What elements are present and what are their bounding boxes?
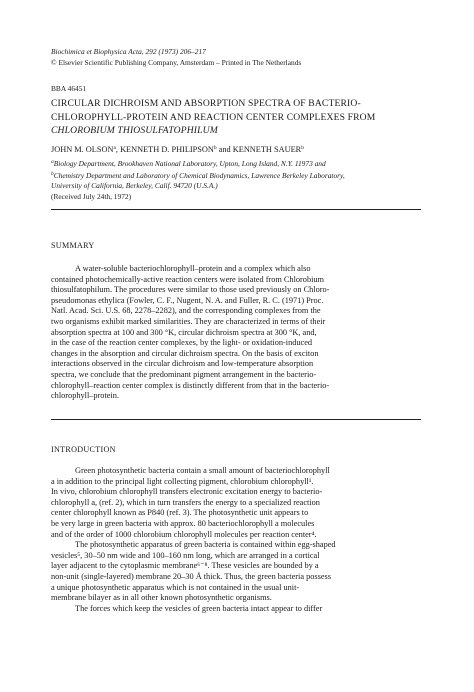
affiliation-text: Chemistry Department and Laboratory of Chemical Biodynamics, Lawrence Berkeley Laboratory, xyxy=(53,171,345,181)
text-line: absorption spectra at 100 and 300 °K, circular dichroism spectra at 300 °K, and, xyxy=(51,327,317,337)
article-title xyxy=(51,97,431,138)
title-line: CIRCULAR DICHROISM AND ABSORPTION SPECTRA OF BACTERIO- xyxy=(51,98,361,109)
bba-number: BBA 46451 xyxy=(51,84,87,93)
summary-body xyxy=(51,264,421,402)
text-line: two organisms exhibit marked similarities. They are characterized in terms of their xyxy=(51,316,326,326)
author-name: , KENNETH D. PHILIPSON xyxy=(115,145,214,154)
introduction-body xyxy=(51,466,421,614)
author-name: JOHN M. OLSON xyxy=(51,145,114,154)
affiliation-line: University of California, Berkeley, Calif. 94720 (U.S.A.) xyxy=(51,181,218,191)
title-line: CHLOROBIUM THIOSULFATOPHILUM xyxy=(51,125,218,137)
affiliation-marker: a xyxy=(51,159,54,165)
divider-rule xyxy=(51,209,421,210)
affiliation-marker: b xyxy=(213,145,217,151)
author-list xyxy=(51,145,304,154)
text-line: chlorophyll–protein. xyxy=(51,391,119,401)
text-line: be very large in green bacteria with approx. 80 bacteriochlorophyll a molecules xyxy=(51,518,315,528)
text-line: non-unit (single-layered) membrane 20–30 Å thick. Thus, the green bacteria possess xyxy=(51,571,332,581)
text-line: In vivo, chlorobium chlorophyll transfers electronic excitation energy to bacterio- xyxy=(51,487,323,497)
text-line: contained photochemically-active reaction centers were isolated from Chlorobium xyxy=(51,274,325,284)
text-line: a in addition to the principal light collecting pigment, chlorobium chlorophyll¹. xyxy=(51,476,314,486)
journal-citation: Biochimica et Biophysica Acta, 292 (1973) 206–217 xyxy=(51,47,206,56)
text-line: layer adjacent to the cytoplasmic membrane⁶⁻⁸. These vesicles are bounded by a xyxy=(51,561,319,571)
affiliations xyxy=(51,157,345,202)
text-line: in the case of the reaction center complexes, by the light- or oxidation-induced xyxy=(51,338,313,348)
text-line: The forces which keep the vesicles of green bacteria intact appear to differ xyxy=(75,603,323,613)
text-line: center chlorophyll known as P840 (ref. 3). The photosynthetic unit appears to xyxy=(51,508,309,518)
text-line: chlorophyll–reaction center complex is distinctly different from that in the bacterio- xyxy=(51,380,330,390)
text-line: Green photosynthetic bacteria contain a small amount of bacteriochlorophyll xyxy=(75,466,330,475)
text-line: chlorophyll a, (ref. 2), which in turn transfers the energy to a specialized reaction xyxy=(51,497,320,507)
affiliation-line xyxy=(51,169,345,181)
author-name: and KENNETH SAUER xyxy=(216,145,302,154)
text-line: thiosulfatophilum. The procedures were similar to those used previously on Chloro- xyxy=(51,285,330,295)
affiliation-line xyxy=(51,157,345,169)
affiliation-text: Biology Department, Brookhaven National Laboratory, Upton, Long Island, N.Y. 11973 and xyxy=(53,159,326,168)
affiliation-marker: b xyxy=(51,171,54,178)
copyright-line: © Elsevier Scientific Publishing Company, Amsterdam – Printed in The Netherlands xyxy=(51,58,302,67)
text-line: a unique photosynthetic apparatus which is not contained in the usual unit- xyxy=(51,582,300,592)
introduction-heading: INTRODUCTION xyxy=(51,445,116,454)
text-line: The photosynthetic apparatus of green bacteria is contained within egg-shaped xyxy=(75,540,336,550)
text-line: spectra, we conclude that the predominant pigment arrangement in the bacterio- xyxy=(51,369,317,379)
text-line: changes in the absorption and circular dichroism spectra. On the basis of exciton xyxy=(51,348,319,358)
title-line: CHLOROPHYLL-PROTEIN AND REACTION CENTER COMPLEXES FROM xyxy=(51,111,376,123)
affiliation-marker: b xyxy=(301,145,304,151)
text-line: pseudomonas ethylica (Fowler, C. F., Nugent, N. A. and Fuller, R. C. (1971) Proc. xyxy=(51,295,324,305)
text-line: Natl. Acad. Sci. U.S. 68, 2278–2282), and the corresponding complexes from the xyxy=(51,306,321,316)
text-line: membrane bilayer as in all other known photosynthetic organisms. xyxy=(51,593,272,603)
divider-rule xyxy=(51,419,421,420)
text-line: and of the order of 1000 chlorobium chlorophyll molecules per reaction center⁴. xyxy=(51,529,317,539)
received-date: (Received July 24th, 1972) xyxy=(51,191,132,201)
affiliation-marker: a xyxy=(113,145,116,151)
text-line: interactions observed in the circular dichroism and low-temperature absorption xyxy=(51,359,314,369)
summary-heading: SUMMARY xyxy=(51,241,95,250)
text-line: vesicles⁵, 30–50 nm wide and 100–160 nm long, which are arranged in a cortical xyxy=(51,550,320,560)
text-line: A water-soluble bacteriochlorophyll–protein and a complex which also xyxy=(75,264,311,273)
